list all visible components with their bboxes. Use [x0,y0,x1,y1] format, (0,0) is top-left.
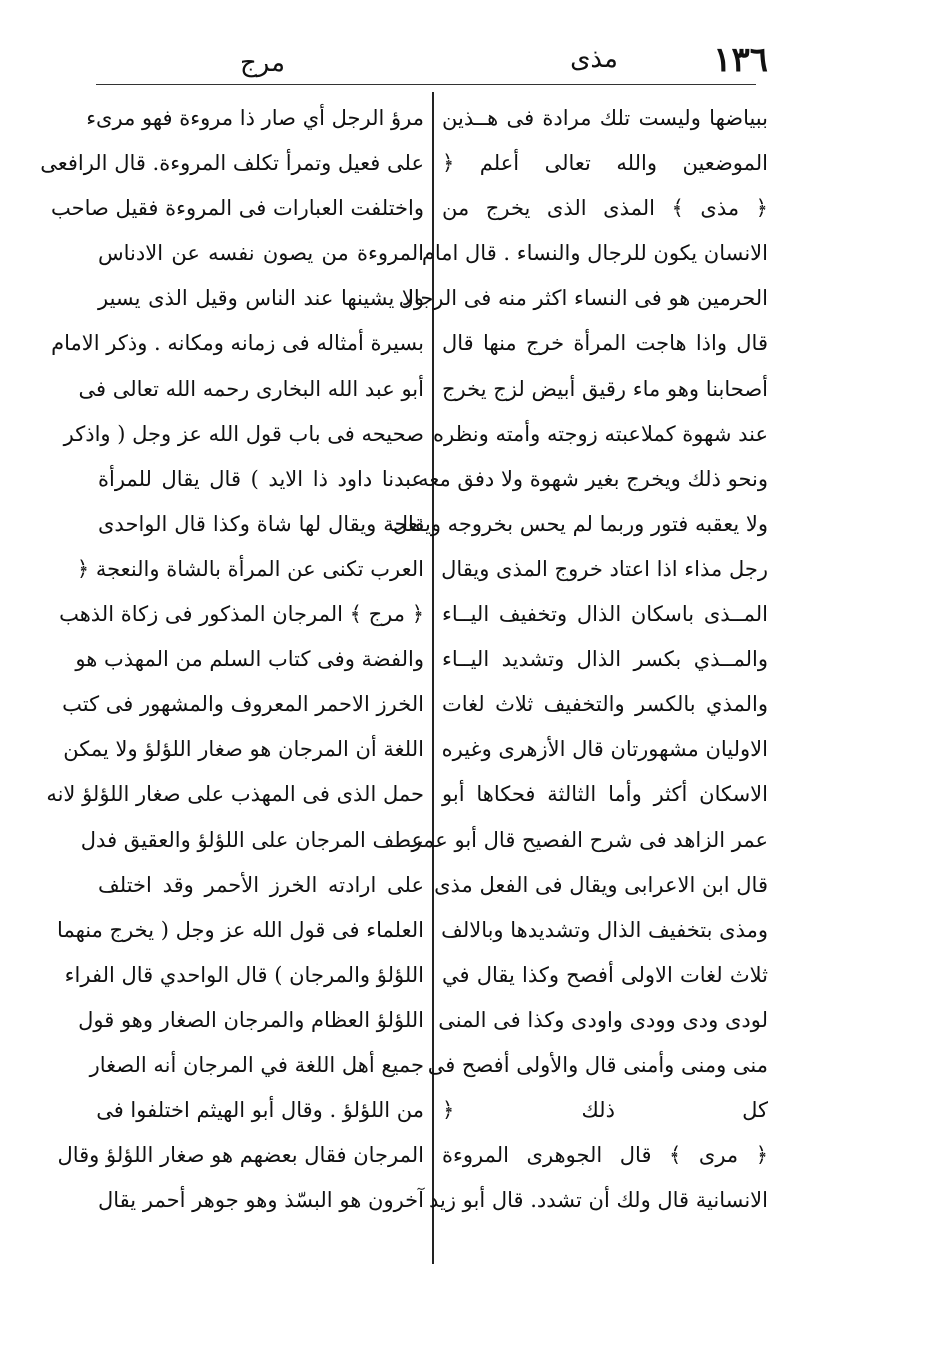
text-line: ومذى بتخفيف الذال وتشديدها وبالالف [441,917,768,942]
text-line: الاوليان مشهورتان قال الأزهرى وغيره [441,737,768,762]
text-line: عند شهوة كملاعبته زوجته وأمته ونظره [432,421,768,446]
text-line: اللؤلؤ العظام والمرجان الصغار وهو قول [78,1007,424,1032]
text-line: ببياضها وليست تلك مرادة فى هــذين [442,106,768,130]
text-line: واختلفت العبارات فى المروءة فقيل صاحب [51,196,424,221]
text-line: أصحابنا وهو ماء رقيق أبيض لزج يخرج [442,376,768,401]
text-line: مرؤ الرجل أي صار ذا مروءة فهو مرىء [86,106,424,130]
text-line: بسيرة أمثاله فى زمانه ومكانه . وذكر الامام [51,331,424,356]
text-line: الاسكان أكثر وأما الثالثة فحكاها أبو [442,782,768,807]
text-line: آخرون هو البسّذ وهو جوهر أحمر يقال [98,1188,424,1213]
text-line: العرب تكنى عن المرأة بالشاة والنعجة ﴿ [76,556,424,581]
text-line: رجل مذاء اذا اعتاد خروج المذى ويقال [441,556,768,581]
text-line: عمر الزاهد فى شرح الفصيح قال أبو عمر [411,827,768,852]
text-line: المرجان فقال بعضهم هو صغار اللؤلؤ وقال [57,1143,424,1168]
text-line: قال ابن الاعرابى ويقال فى الفعل مذى [434,872,768,897]
text-line: حمل الذى فى المهذب على صغار اللؤلؤ لانه [46,782,424,807]
text-line: ﴿ مرج ﴾ المرجان المذكور فى زكاة الذهب [59,602,424,627]
text-line: عبدنا داود ذا الايد ) قال يقال للمرأة [98,466,424,491]
page-header [0,38,948,90]
left-column-heading: مرج [240,48,286,78]
text-line: على ارادته الخرز الأحمر وقد اختلف [98,872,424,897]
text-line: ولا يشينها عند الناس وقيل الذى يسير [98,286,424,311]
text-line: الانسانية قال ولك أن تشدد. قال أبو زيد [428,1188,768,1213]
text-line: اللؤلؤ والمرجان ) قال الواحدي قال الفراء [64,962,424,987]
text-line: ﴿ مرى ﴾ قال الجوهرى المروءة [442,1143,768,1168]
text-line: قال واذا هاجت المرأة خرج منها قال [442,331,768,356]
text-line: الانسان يكون للرجال والنساء . قال امام [421,241,768,266]
text-line: جميع أهل اللغة في المرجان أنه الصغار [89,1052,424,1077]
text-line: المــذى باسكان الذال وتخفيف اليــاء [442,602,768,627]
text-line: الخرز الاحمر المعروف والمشهور فى كتب [62,692,424,717]
text-line: نعجة ويقال لها شاة وكذا قال الواحدى [98,511,424,536]
right-column-heading: مذى [570,44,618,74]
page-number: ١٣٦ [713,40,768,80]
text-line: من اللؤلؤ . وقال أبو الهيثم اختلفوا فى [96,1098,424,1123]
text-line: المروءة من يصون نفسه عن الادناس [98,241,424,266]
text-line: صحيحه فى باب قول الله عز وجل ( واذكر [63,421,424,446]
text-line: منى ومنى وأمنى قال والأولى أفصح فى [427,1052,768,1077]
text-line: والفضة وفى كتاب السلم من المهذب هو [75,647,424,672]
left-text-column [40,96,424,1223]
text-line: ولا يعقبه فتور وربما لم يحس بخروجه ويقال [392,511,768,536]
text-line: والمــذي بكسر الذال وتشديد اليــاء [442,647,768,672]
text-line: أبو عبد الله البخارى رحمه الله تعالى فى [78,376,424,401]
right-text-column [392,96,768,1223]
text-line: الموضعين والله تعالى أعلم ﴿ [442,151,768,176]
text-line: ثلاث لغات الاولى أفصح وكذا يقال في [442,962,768,987]
text-line: ونحو ذلك ويخرج بغير شهوة ولا دفق معه [418,466,768,491]
text-line: العلماء فى قول الله عز وجل ( يخرج منهما [57,917,424,942]
text-line: لودى ودى وودى واودى وكذا فى المنى [438,1007,768,1032]
text-line: الحرمين هو فى النساء اكثر منه فى الرجال [398,286,768,311]
text-line: ﴿ مذى ﴾ المذى الذى يخرج من [442,196,768,221]
text-line: عطف المرجان على اللؤلؤ والعقيق فدل [80,827,424,852]
text-line: كل ذلك ﴿ [442,1098,768,1123]
header-rule [96,84,756,85]
text-line: على فعيل وتمرأ تكلف المروءة. قال الرافعى [40,151,424,176]
text-line: والمذي بالكسر والتخفيف ثلاث لغات [442,692,768,717]
text-line: اللغة أن المرجان هو صغار اللؤلؤ ولا يمكن [63,737,424,762]
